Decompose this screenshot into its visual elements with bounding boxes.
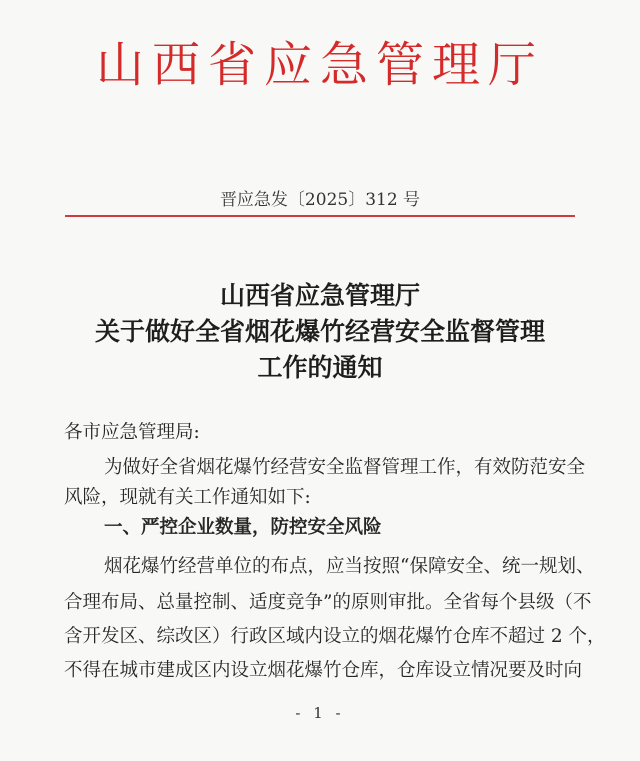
title-line-1: 山西省应急管理厅 <box>219 281 420 310</box>
title-line-2: 关于做好全省烟花爆竹经营安全监督管理 <box>94 317 545 346</box>
intro-paragraph-line-2: 风险，现就有关工作通知如下: <box>64 487 311 508</box>
salutation: 各市应急管理局: <box>64 422 200 443</box>
page-number: - 1 - <box>295 704 345 722</box>
section-1-paragraph-line-4: 不得在城市建成区内设立烟花爆竹仓库，仓库设立情况要及时向 <box>64 660 583 681</box>
red-divider-line <box>65 215 575 217</box>
section-1-heading: 一、严控企业数量，防控安全风险 <box>104 517 382 538</box>
intro-paragraph-line-1: 为做好全省烟花爆竹经营安全监督管理工作，有效防范安全 <box>104 457 586 478</box>
document-number: 晋应急发〔2025〕312 号 <box>219 190 421 210</box>
section-1-paragraph-line-3: 含开发区、综改区）行政区域内设立的烟花爆竹仓库不超过 2 个， <box>64 626 606 647</box>
section-1-paragraph-line-1: 烟花爆竹经营单位的布点，应当按照“保障安全、统一规划、 <box>104 556 595 577</box>
title-line-3: 工作的通知 <box>257 353 383 382</box>
agency-header: 山西省应急管理厅 <box>95 37 544 93</box>
section-1-paragraph-line-2: 合理布局、总量控制、适度竞争”的原则审批。全省每个县级（不 <box>64 592 592 613</box>
